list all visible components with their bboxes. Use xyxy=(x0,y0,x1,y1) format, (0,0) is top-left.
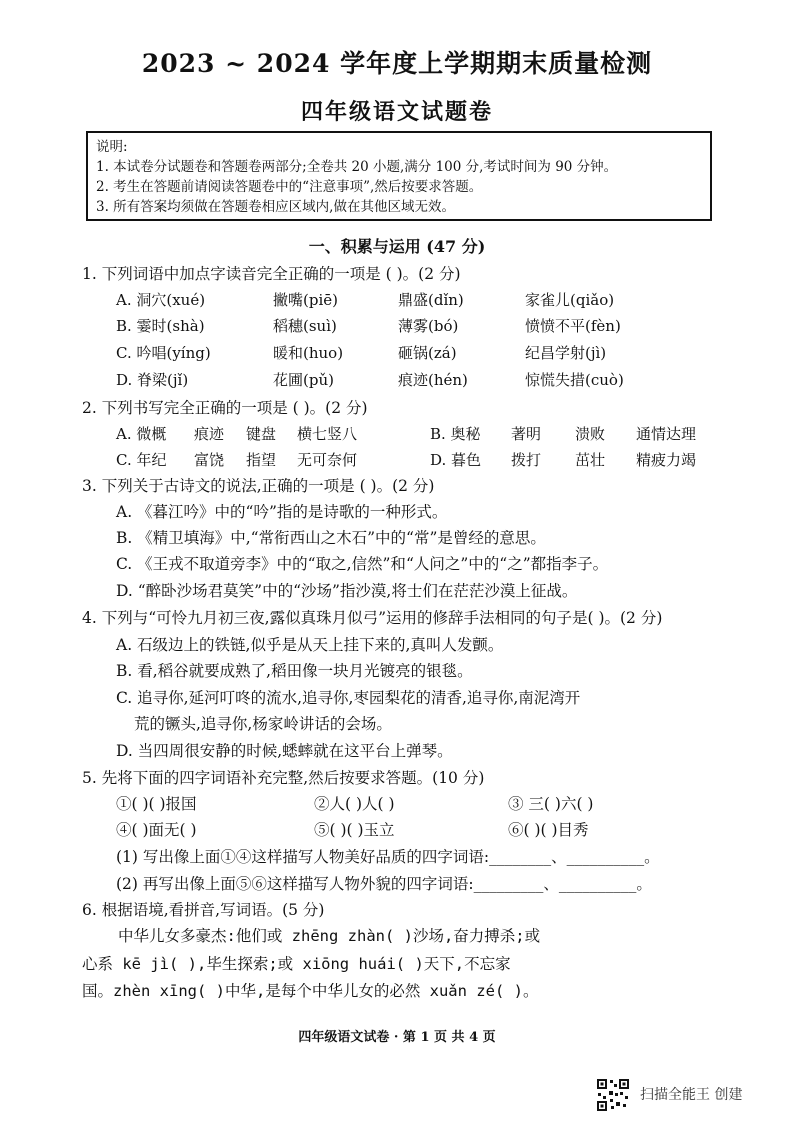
section-heading: 一、积累与运用 (47 分) xyxy=(308,237,486,256)
q4-option: A. 石级边上的铁链,似乎是从天上挂下来的,真叫人发颤。 xyxy=(116,636,504,654)
q4-option: C. 追寻你,延河叮咚的流水,追寻你,枣园梨花的清香,追寻你,南泥湾开 xyxy=(116,689,581,707)
q1-option: 暖和(huo) xyxy=(273,344,344,362)
q5-blank: ③ 三( )六( ) xyxy=(508,795,594,813)
q3-option: D. “醉卧沙场君莫笑”中的“沙场”指沙漠,将士们在茫茫沙漠上征战。 xyxy=(116,582,578,600)
q1-option: 稻穗(suì) xyxy=(273,317,337,335)
q1-option: 砸锅(zá) xyxy=(398,344,457,362)
q5-blank: ⑤( )( )玉立 xyxy=(314,821,395,839)
q2-word: 茁壮 xyxy=(575,451,606,469)
q2-word: A. 微概 xyxy=(116,425,167,443)
q5-blank: ②人( )人( ) xyxy=(314,795,395,813)
q2-word: 横七竖八 xyxy=(297,425,358,443)
q1-option: 家雀儿(qiǎo) xyxy=(525,291,615,309)
q1-option: 痕迹(hén) xyxy=(398,371,468,389)
question-4-stem: 4. 下列与“可怜九月初三夜,露似真珠月似弓”运用的修辞手法相同的句子是( )。(2 分) xyxy=(82,609,663,627)
q2-word: 键盘 xyxy=(246,425,277,443)
q1-option: 花圃(pǔ) xyxy=(273,371,334,389)
question-5-stem: 5. 先将下面的四字词语补充完整,然后按要求答题。(10 分) xyxy=(82,769,485,787)
instructions-heading: 说明: xyxy=(96,139,128,155)
q6-passage-line: 国。zhèn xīng( )中华,是每个中华儿女的必然 xuǎn zé( )。 xyxy=(82,982,539,1000)
q3-option: A. 《暮江吟》中的“吟”指的是诗歌的一种形式。 xyxy=(116,503,448,521)
q2-word: 无可奈何 xyxy=(297,451,358,469)
q5-blank: ④( )面无( ) xyxy=(116,821,197,839)
q4-option: B. 看,稻谷就要成熟了,稻田像一块月光镀亮的银毯。 xyxy=(116,662,473,680)
q2-word: C. 年纪 xyxy=(116,451,167,469)
q4-option: D. 当四周很安静的时候,蟋蟀就在这平台上弹琴。 xyxy=(116,742,453,760)
instruction-line: 2. 考生在答题前请阅读答题卷中的“注意事项”,然后按要求答题。 xyxy=(96,179,483,195)
q1-option: 惊慌失措(cuò) xyxy=(525,371,624,389)
q5-blank: ①( )( )报国 xyxy=(116,795,197,813)
q2-word: 富饶 xyxy=(194,451,225,469)
q5-subquestion-2: (2) 再写出像上面⑤⑥这样描写人物外貌的四字词语:_________、__________。 xyxy=(116,875,652,893)
q2-word: B. 奥秘 xyxy=(430,425,481,443)
q1-option: 鼎盛(dǐn) xyxy=(398,291,464,309)
q1-option: 纪昌学射(jì) xyxy=(525,344,607,362)
q5-blank: ⑥( )( )目秀 xyxy=(508,821,589,839)
exam-title: 2023 ~ 2024 学年度上学期期末质量检测 xyxy=(141,49,653,78)
q2-word: 著明 xyxy=(511,425,542,443)
page-footer: 四年级语文试卷 · 第 1 页 共 4 页 xyxy=(298,1030,496,1045)
q1-option: A. 洞穴(xué) xyxy=(116,291,206,309)
question-3-stem: 3. 下列关于古诗文的说法,正确的一项是 ( )。(2 分) xyxy=(82,477,435,495)
scanner-watermark: 扫描全能王 创建 xyxy=(640,1087,743,1103)
instruction-line: 1. 本试卷分试题卷和答题卷两部分;全卷共 20 小题,满分 100 分,考试时间为 90 分钟。 xyxy=(96,159,618,175)
q2-word: 通情达理 xyxy=(636,425,697,443)
q2-word: D. 暮色 xyxy=(430,451,482,469)
question-6-stem: 6. 根据语境,看拼音,写词语。(5 分) xyxy=(82,901,325,919)
instruction-line: 3. 所有答案均须做在答题卷相应区域内,做在其他区域无效。 xyxy=(96,199,455,215)
q3-option: B. 《精卫填海》中,“常衔西山之木石”中的“常”是曾经的意思。 xyxy=(116,529,546,547)
q1-option: D. 脊梁(jǐ) xyxy=(116,371,189,389)
exam-subtitle: 四年级语文试题卷 xyxy=(300,99,493,125)
q5-subquestion-1: (1) 写出像上面①④这样描写人物美好品质的四字词语:________、__________。 xyxy=(116,848,660,866)
q2-word: 溃败 xyxy=(575,425,606,443)
q3-option: C. 《王戎不取道旁李》中的“取之,信然”和“人问之”中的“之”都指李子。 xyxy=(116,555,609,573)
q6-passage-line: 中华儿女多豪杰:他们或 zhēng zhàn( )沙场,奋力搏杀;或 xyxy=(118,927,541,945)
instructions-box xyxy=(86,131,712,221)
q2-word: 精疲力竭 xyxy=(636,451,697,469)
question-2-stem: 2. 下列书写完全正确的一项是 ( )。(2 分) xyxy=(82,399,368,417)
q1-option: 愤愤不平(fèn) xyxy=(525,317,621,335)
q1-option: C. 吟唱(yíng) xyxy=(116,344,211,362)
q2-word: 指望 xyxy=(246,451,277,469)
question-1-stem: 1. 下列词语中加点字读音完全正确的一项是 ( )。(2 分) xyxy=(82,265,461,283)
q1-option: B. 霎时(shà) xyxy=(116,317,205,335)
q2-word: 痕迹 xyxy=(194,425,225,443)
q1-option: 撇嘴(piē) xyxy=(273,291,338,309)
q2-word: 拨打 xyxy=(511,451,542,469)
q6-passage-line: 心系 kē jì( ),毕生探索;或 xiōng huái( )天下,不忘家 xyxy=(82,955,511,973)
q1-option: 薄雾(bó) xyxy=(398,317,459,335)
q4-option-continued: 荒的镢头,追寻你,杨家岭讲话的会场。 xyxy=(134,715,392,733)
qr-code-icon xyxy=(596,1078,630,1112)
